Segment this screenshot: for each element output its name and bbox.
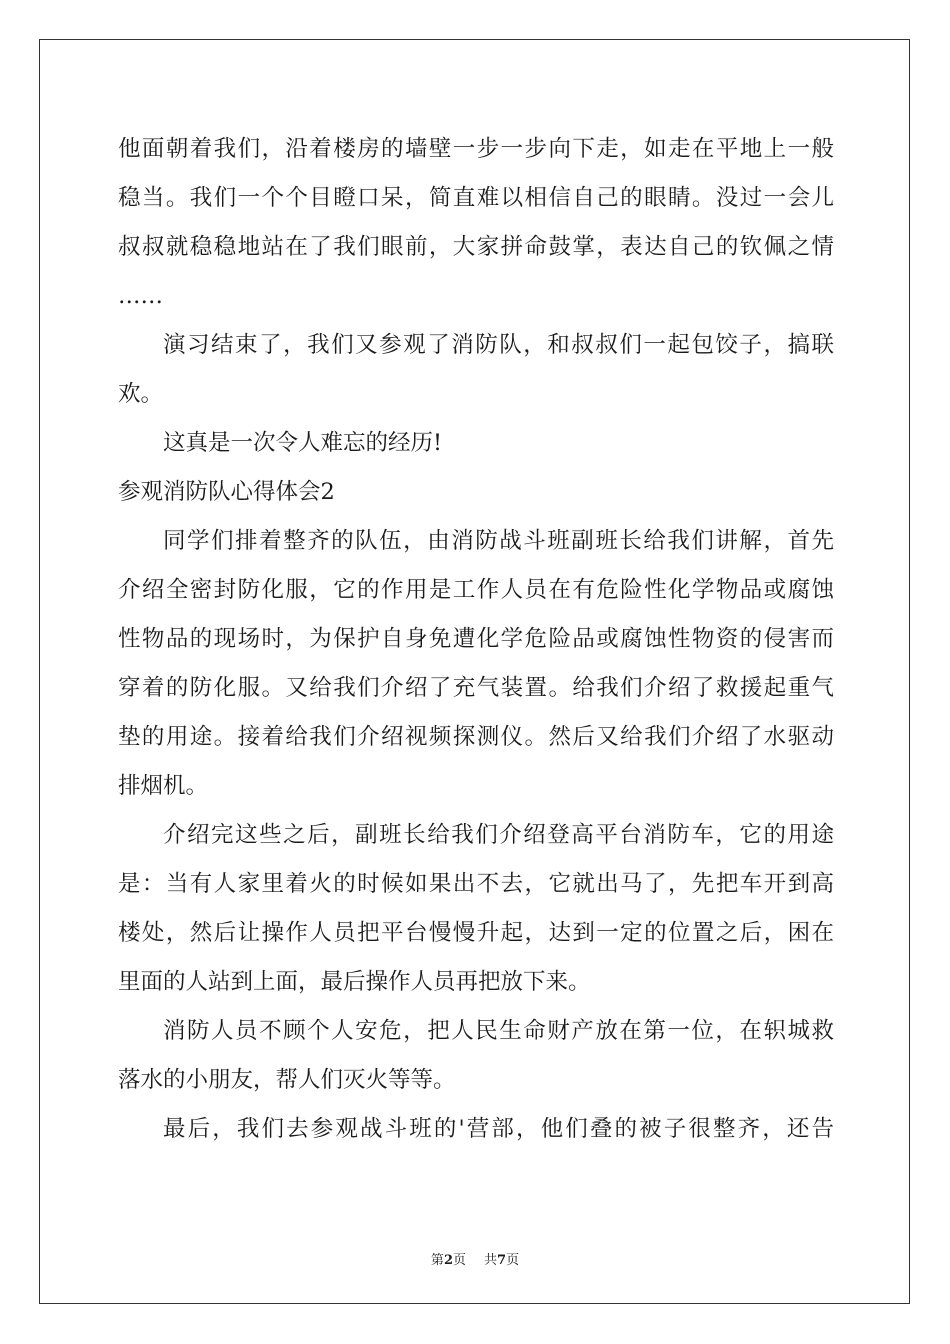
total-suffix: 页 bbox=[506, 1253, 520, 1268]
text-line: 落水的小朋友，帮人们灭火等等。 bbox=[118, 1067, 456, 1093]
total-prefix: 共 bbox=[484, 1253, 498, 1268]
text-line: …… bbox=[118, 283, 163, 309]
text-line: 是：当有人家里着火的时候如果出不去，它就出马了，先把车开到高 bbox=[118, 871, 834, 897]
text-line: 里面的人站到上面，最后操作人员再把放下来。 bbox=[118, 969, 591, 995]
text-line: 欢。 bbox=[118, 381, 164, 407]
page-suffix: 页 bbox=[452, 1253, 466, 1268]
text-line: 他面朝着我们，沿着楼房的墙壁一步一步向下走，如走在平地上一般 bbox=[118, 136, 834, 162]
page-footer bbox=[0, 1249, 950, 1268]
page-current: 2 bbox=[443, 1253, 453, 1268]
text-line: 介绍全密封防化服，它的作用是工作人员在有危险性化学物品或腐蚀 bbox=[118, 577, 834, 603]
page-prefix: 第 bbox=[430, 1253, 444, 1268]
document-body bbox=[118, 125, 834, 1154]
section-heading: 参观消防队心得体会2 bbox=[118, 479, 335, 505]
text-line: 消防人员不顾个人安危，把人民生命财产放在第一位，在轵城救 bbox=[163, 1018, 834, 1044]
page-total: 7 bbox=[497, 1253, 507, 1268]
text-line: 介绍完这些之后，副班长给我们介绍登高平台消防车，它的用途 bbox=[163, 822, 834, 848]
text-line: 最后，我们去参观战斗班的'营部，他们叠的被子很整齐，还告 bbox=[163, 1116, 834, 1142]
text-line: 这真是一次令人难忘的经历! bbox=[163, 430, 443, 456]
text-line: 性物品的现场时，为保护自身免遭化学危险品或腐蚀性物资的侵害而 bbox=[118, 626, 834, 652]
text-line: 叔叔就稳稳地站在了我们眼前，大家拼命鼓掌，表达自己的钦佩之情 bbox=[118, 234, 834, 260]
text-line: 穿着的防化服。又给我们介绍了充气装置。给我们介绍了救援起重气 bbox=[118, 675, 834, 701]
text-line: 排烟机。 bbox=[118, 773, 209, 799]
text-line: 同学们排着整齐的队伍，由消防战斗班副班长给我们讲解，首先 bbox=[163, 528, 834, 554]
text-line: 稳当。我们一个个目瞪口呆，简直难以相信自己的眼睛。没过一会儿 bbox=[118, 185, 834, 211]
text-line: 演习结束了，我们又参观了消防队，和叔叔们一起包饺子，搞联 bbox=[163, 332, 834, 358]
text-line: 楼处，然后让操作人员把平台慢慢升起，达到一定的位置之后，困在 bbox=[118, 920, 834, 946]
text-line: 垫的用途。接着给我们介绍视频探测仪。然后又给我们介绍了水驱动 bbox=[118, 724, 834, 750]
